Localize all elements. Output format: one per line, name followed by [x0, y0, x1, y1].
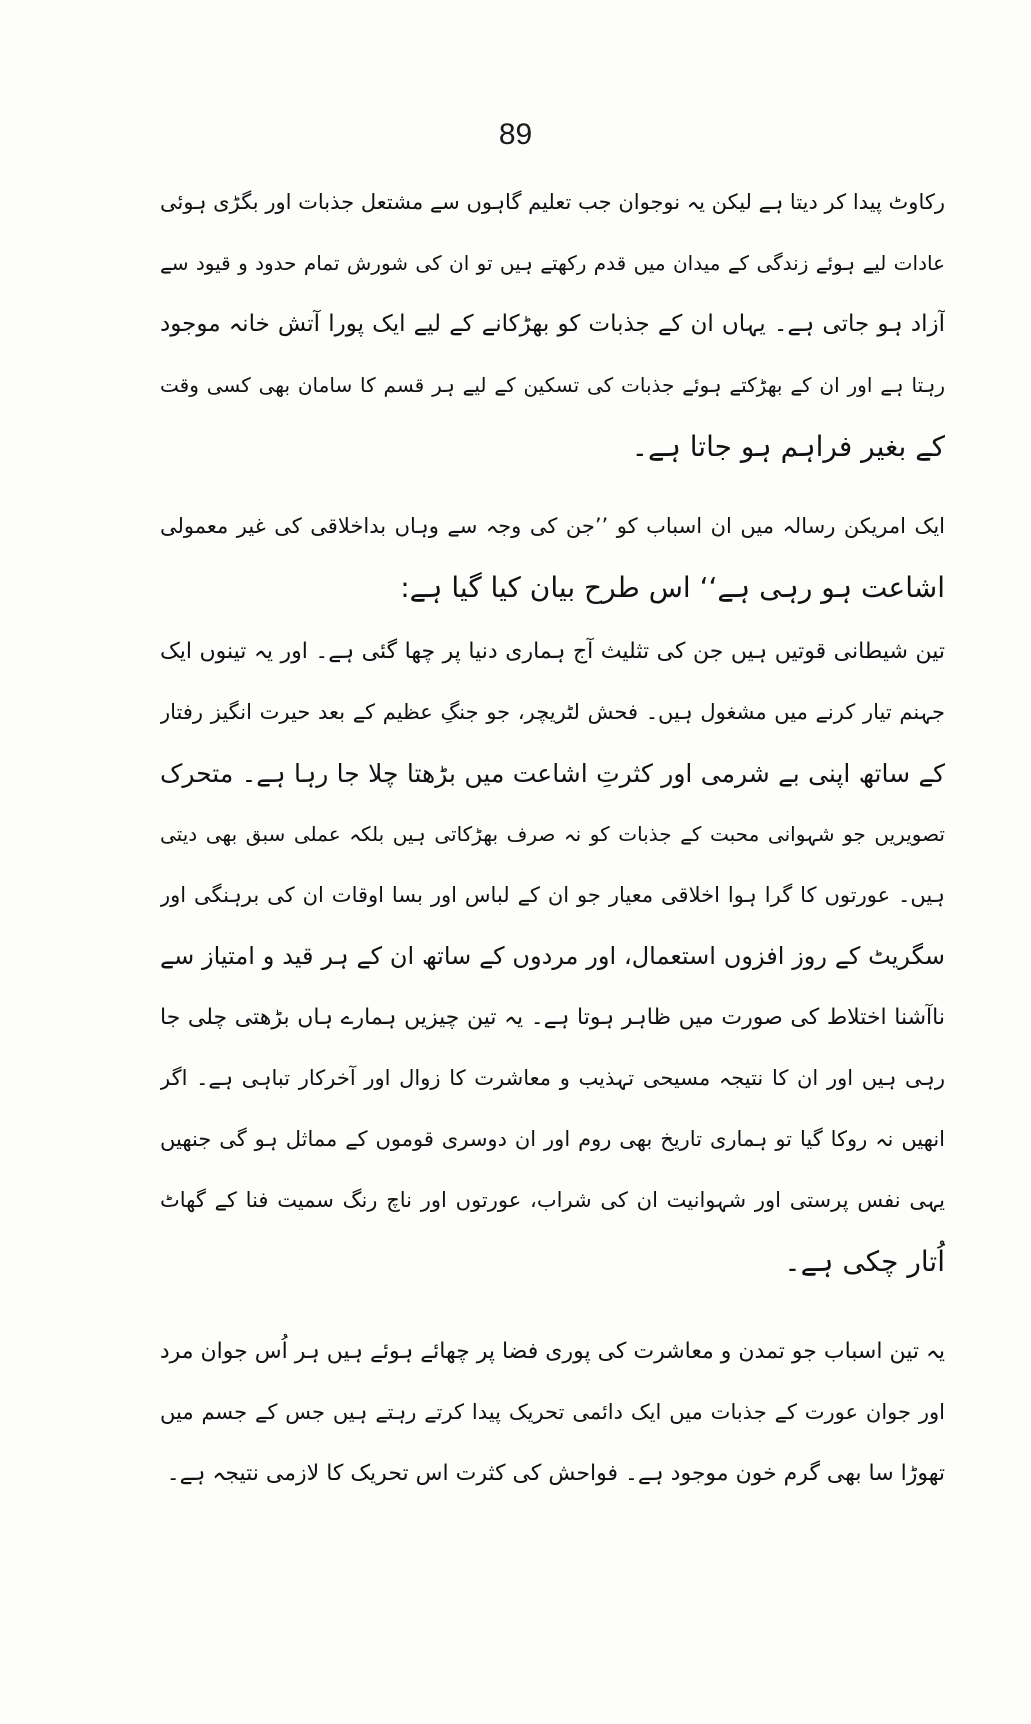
- text-line: اُتار چکی ہے۔: [784, 1245, 945, 1278]
- text-line: اشاعت ہو رہی ہے‘‘ اس طرح بیان کیا گیا ہے:: [400, 571, 945, 604]
- text-line: جہنم تیار کرنے میں مشغول ہیں۔ فحش لٹریچر، جو جنگِ عظیم کے بعد حیرت انگیز رفتار: [160, 700, 945, 724]
- paragraph-2: [160, 496, 945, 618]
- text-line: کے ساتھ اپنی بے شرمی اور کثرتِ اشاعت میں بڑھتا چلا جا رہا ہے۔ متحرک: [160, 759, 945, 788]
- text-line: رہتا ہے اور ان کے بھڑکتے ہوئے جذبات کی تسکین کے لیے ہر قسم کا سامان بھی کسی وقت: [160, 373, 945, 397]
- paragraph-1: [160, 172, 945, 477]
- text-line: یہی نفس پرستی اور شہوانیت ان کی شراب، عورتوں اور ناچ رنگ سمیت فنا کے گھاٹ: [160, 1188, 945, 1212]
- text-line: عادات لیے ہوئے زندگی کے میدان میں قدم رکھتے ہیں تو ان کی شورش تمام حدود و قیود سے: [160, 251, 945, 275]
- paragraph-4: [160, 1321, 945, 1504]
- text-line: تین شیطانی قوتیں ہیں جن کی تثلیث آج ہماری دنیا پر چھا گئی ہے۔ اور یہ تینوں ایک: [160, 639, 945, 664]
- text-line: آزاد ہو جاتی ہے۔ یہاں ان کے جذبات کو بھڑکانے کے لیے ایک پورا آتش خانہ موجود: [160, 311, 945, 337]
- text-line: ایک امریکن رسالہ میں ان اسباب کو ’’جن کی وجہ سے وہاں بداخلاقی کی غیر معمولی: [160, 514, 945, 538]
- page-number: 89: [498, 118, 533, 151]
- text-line: انھیں نہ روکا گیا تو ہماری تاریخ بھی روم اور ان دوسری قوموں کے مماثل ہو گی جنھیں: [160, 1127, 945, 1151]
- text-line: ناآشنا اختلاط کی صورت میں ظاہر ہوتا ہے۔ یہ تین چیزیں ہمارے ہاں بڑھتی چلی جا: [160, 1005, 945, 1030]
- text-line: سگریٹ کے روز افزوں استعمال، اور مردوں کے ساتھ ان کے ہر قید و امتیاز سے: [160, 942, 945, 970]
- quoted-paragraph: [160, 621, 945, 1292]
- text-line: تھوڑا سا بھی گرم خون موجود ہے۔ فواحش کی کثرت اس تحریک کا لازمی نتیجہ ہے۔: [166, 1461, 945, 1486]
- text-line: رکاوٹ پیدا کر دیتا ہے لیکن یہ نوجوان جب تعلیم گاہوں سے مشتعل جذبات اور بگڑی ہوئی: [160, 190, 945, 214]
- text-line: تصویریں جو شہوانی محبت کے جذبات کو نہ صرف بھڑکاتی ہیں بلکہ عملی سبق بھی دیتی: [160, 822, 945, 846]
- text-line: ہیں۔ عورتوں کا گرا ہوا اخلاقی معیار جو ان کے لباس اور بسا اوقات ان کی برہنگی اور: [160, 883, 945, 907]
- text-line: رہی ہیں اور ان کا نتیجہ مسیحی تہذیب و معاشرت کا زوال اور آخرکار تباہی ہے۔ اگر: [160, 1066, 945, 1090]
- text-line: اور جوان عورت کے جذبات میں ایک دائمی تحریک پیدا کرتے رہتے ہیں جس کے جسم میں: [160, 1400, 945, 1424]
- text-line: کے بغیر فراہم ہو جاتا ہے۔: [631, 430, 945, 463]
- text-line: یہ تین اسباب جو تمدن و معاشرت کی پوری فضا پر چھائے ہوئے ہیں ہر اُس جوان مرد: [160, 1339, 945, 1364]
